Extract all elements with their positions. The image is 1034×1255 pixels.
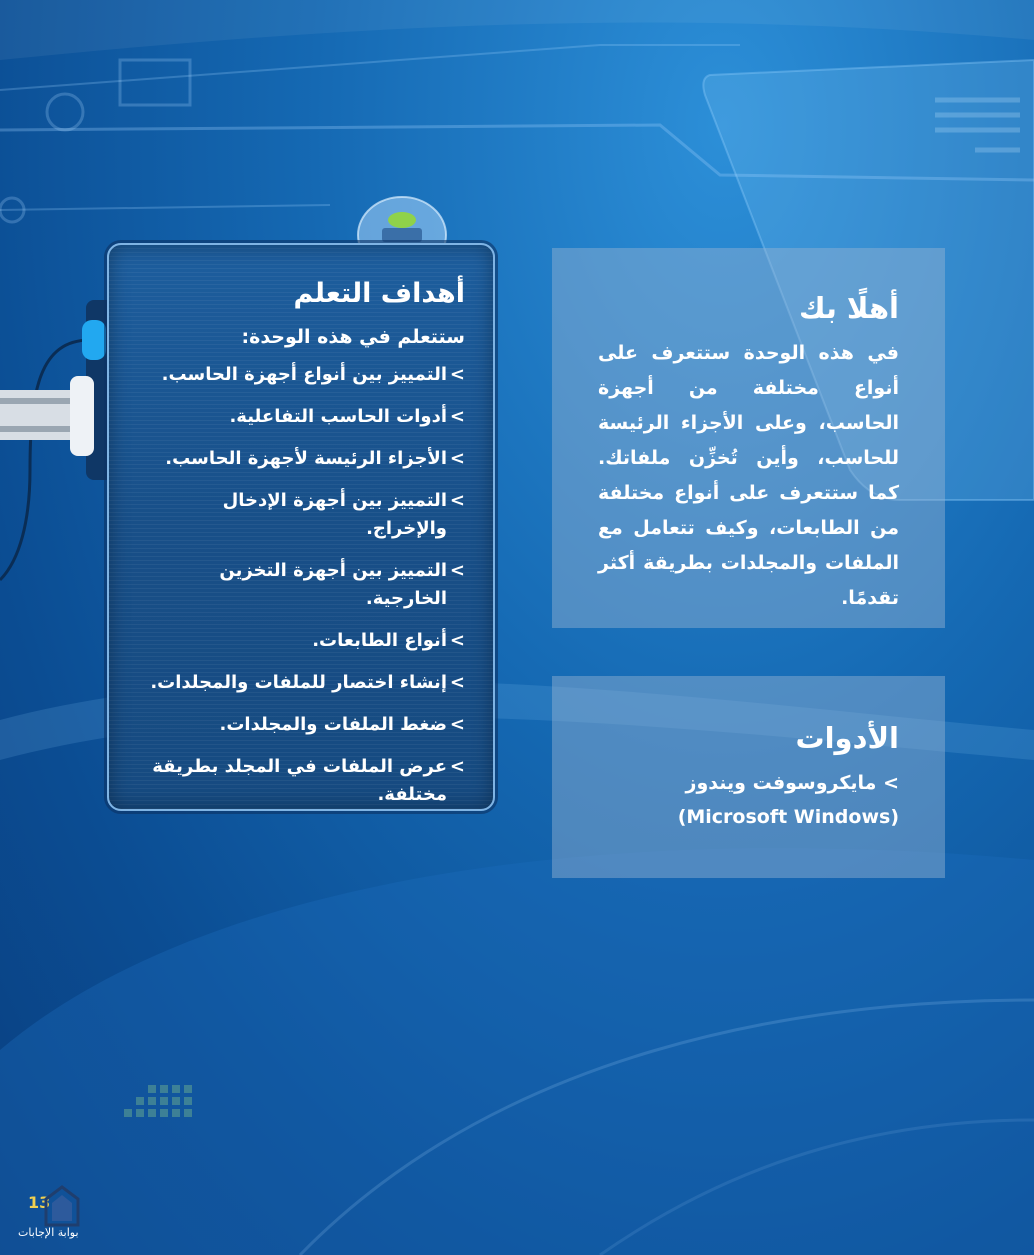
arrow-bullet-icon: > (449, 714, 465, 735)
arrow-bullet-icon: > (449, 406, 465, 427)
list-item: > التمييز بين أنواع أجهزة الحاسب. (137, 361, 465, 389)
tools-title: الأدوات (795, 721, 899, 755)
list-item: > التمييز بين أجهزة التخزين الخارجية. (137, 557, 465, 613)
arrow-bullet-icon: > (876, 772, 899, 794)
list-item: > ضغط الملفات والمجلدات. (137, 711, 465, 739)
ministry-logo-icon (58, 1080, 198, 1140)
learning-goals-title: أهداف التعلم (293, 278, 465, 309)
portal-label: بوابة الإجابات (18, 1226, 79, 1239)
list-item: > التمييز بين أجهزة الإدخال والإخراج. (137, 487, 465, 543)
list-item: > إنشاء اختصار للملفات والمجلدات. (137, 669, 465, 697)
welcome-title: أهلًا بك (798, 291, 899, 325)
arrow-bullet-icon: > (449, 756, 465, 777)
arrow-bullet-icon: > (449, 672, 465, 693)
arrow-bullet-icon: > (449, 448, 465, 469)
arrow-bullet-icon: > (449, 560, 465, 581)
learning-goals-list (137, 361, 465, 809)
learning-goals-intro: ستتعلم في هذه الوحدة: (241, 326, 465, 348)
tools-item-english: (Microsoft Windows) (677, 806, 899, 828)
arrow-bullet-icon: > (449, 490, 465, 511)
arrow-bullet-icon: > (449, 364, 465, 385)
list-item: > أنواع الطابعات. (137, 627, 465, 655)
list-item: > الأجزاء الرئيسة لأجهزة الحاسب. (137, 445, 465, 473)
list-item: > أدوات الحاسب التفاعلية. (137, 403, 465, 431)
tools-box (552, 676, 945, 878)
welcome-text: في هذه الوحدة ستتعرف على أنواع مختلفة من أجهزة الحاسب، وعلى الأجزاء الرئيسة للحاسب، وأين تُخزِّن ملفاتك. كما ستتعرف على أنواع مختلفة من الطابعات، وكيف تتعامل مع الملفات والمجلدات بطريقة أكثر تقدمًا. (598, 342, 899, 609)
welcome-box (552, 248, 945, 628)
page-number: 13 (28, 1193, 51, 1212)
portal-logo-icon (42, 1185, 82, 1227)
list-item: > عرض الملفات في المجلد بطريقة مختلفة. (137, 753, 465, 809)
arrow-bullet-icon: > (449, 630, 465, 651)
learning-goals-panel (107, 243, 495, 811)
tools-item: > مايكروسوفت ويندوز (685, 772, 899, 794)
